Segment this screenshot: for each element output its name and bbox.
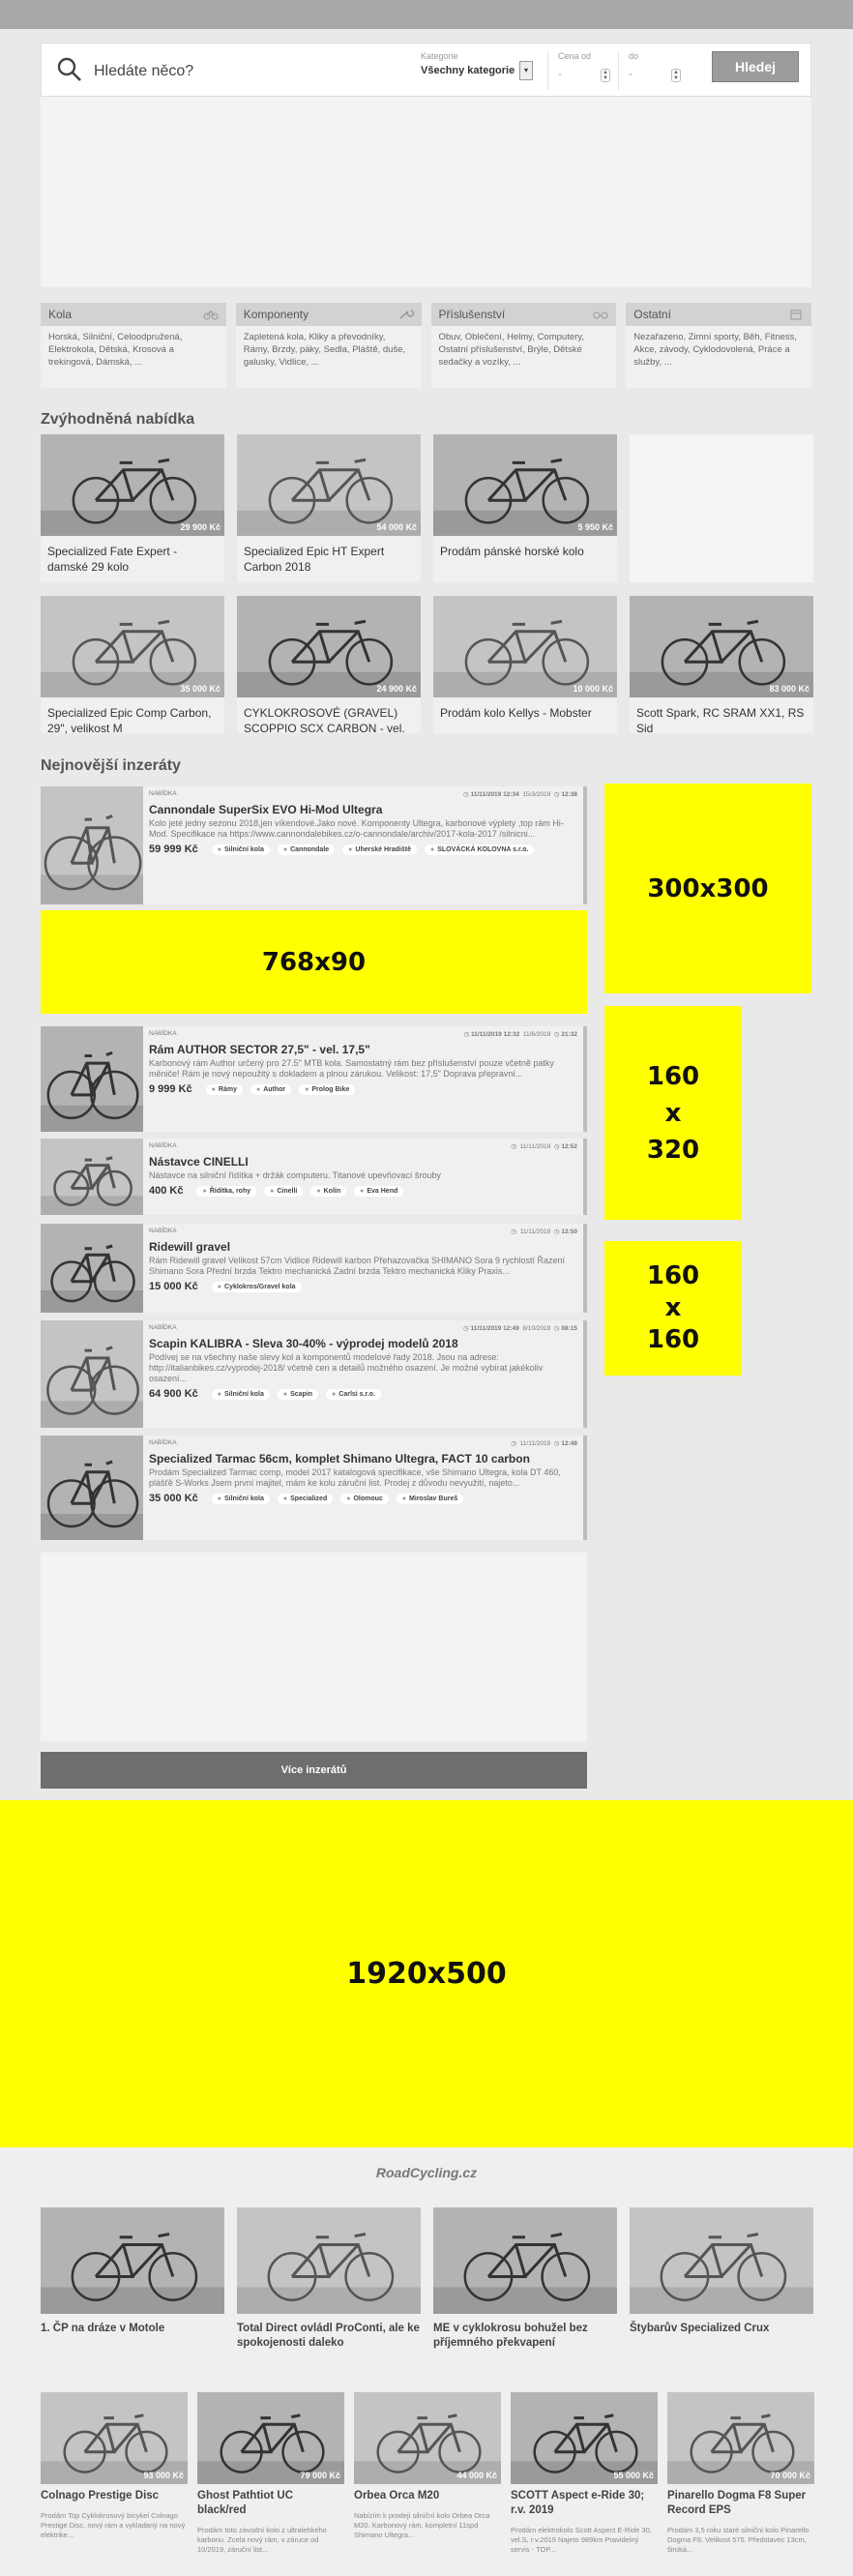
listing-description: Prodám Specialized Tarmac comp, model 2017 katalogová specifikace, vše Shimano Ultegra, kola DT 460, plášťě S-Works Jsem první majitel, mám ke kolu záruční list. Prodej z důvodu nevyužití, najeto... xyxy=(149,1467,561,1488)
bike-photo-icon xyxy=(630,596,813,697)
listing-type: NABÍDKA xyxy=(149,1228,177,1234)
bazaar-bike-card[interactable] xyxy=(197,2392,344,2555)
bike-photo-icon xyxy=(433,596,617,697)
bike-photo[interactable] xyxy=(41,2392,188,2484)
listing-time: 12:48 xyxy=(561,1440,577,1447)
tag-label: SLOVÁCKÁ KOLOVNA s.r.o. xyxy=(437,845,529,853)
tag-label: Author xyxy=(263,1085,286,1093)
article-photo[interactable] xyxy=(237,2207,421,2314)
listing-tag[interactable] xyxy=(196,1186,256,1197)
bike-description: Nabízím k prodeji silniční kolo Orbea Orca M20. Karbonový rám, kompletní 11spd Shimano Ultegra... xyxy=(354,2511,490,2539)
tag-label: Silniční kola xyxy=(224,1390,264,1398)
category-prislusenstvi[interactable] xyxy=(431,303,617,388)
ad-label: 300x300 xyxy=(647,873,769,903)
price-tag: 93 000 Kč xyxy=(143,2471,184,2480)
listing-description: Kolo jeté jedny sezonu 2018,jen víkendové.Jako nové. Komponenty Ultegra, karbonové výplety ,top rám Hi-Mod. Specifikace na https://www.cannondalebikes.cz/o-cannondale/archiv/2017-kola-2017 /silnicni... xyxy=(149,818,564,839)
listing-date-created: 11/11/2019 xyxy=(519,1440,551,1447)
ad-billboard[interactable] xyxy=(0,1800,853,2147)
price-from-value: - xyxy=(558,67,562,80)
bazaar-bike-card[interactable] xyxy=(511,2392,658,2555)
category-boxes xyxy=(41,303,811,388)
tag-label: Scapin xyxy=(290,1390,313,1398)
category-ostatni[interactable] xyxy=(626,303,811,388)
search-bar xyxy=(41,43,811,97)
ad-label: 1920x500 xyxy=(346,1957,507,1991)
bike-description: Prodám elektrokolo Scott Aspect E-Ride 30, vel.S, r.v.2019 Najeto 989km Pravidelný servis - TOP... xyxy=(511,2526,652,2554)
article-card[interactable] xyxy=(630,2207,813,2336)
listing-tag[interactable] xyxy=(425,844,535,855)
listing-description: Karbonový rám Author určený pro 27.5" MTB kola. Samostatný rám bez příslušenství pouze včetně patky měniče! Rám je nový nepoužitý s dokladem a plnou zárukou. Velikost: 17,5" Doprava přepravní... xyxy=(149,1058,554,1079)
clock-icon: ◷ xyxy=(553,791,562,798)
listing-description: Nástavce na silniční řídítka + držák computeru. Titanové upevňovací šrouby xyxy=(149,1170,441,1180)
bike-description: Prodám toto závodní kolo z ultralehkého karbonu. Zcela nový rám, v záruce od 10/2019, záruční list... xyxy=(197,2526,327,2554)
category-items[interactable]: Nezařazeno, Zimní sporty, Běh, Fitness, Akce, závody, Cyklodovolená, Práce a služby, ... xyxy=(633,332,798,368)
ad-label: 160 xyxy=(646,1325,700,1354)
listing-tag[interactable] xyxy=(206,1084,243,1095)
listing-date-updated: 11/11/2019 12:34 xyxy=(470,791,519,798)
listing-time: 12:38 xyxy=(561,791,577,798)
bike-title[interactable]: Ghost Pathtiot UC black/red xyxy=(197,2490,294,2516)
clock-icon: ◷ xyxy=(511,1143,518,1150)
tag-icon: ● xyxy=(282,845,288,853)
top-bar xyxy=(0,0,853,29)
bike-photo-icon xyxy=(630,2207,813,2314)
price-tag: 70 000 Kč xyxy=(770,2471,810,2480)
listing-tag[interactable] xyxy=(212,1282,302,1292)
listing-tag[interactable] xyxy=(354,1186,403,1197)
user-icon: ● xyxy=(429,845,435,853)
featured-card[interactable] xyxy=(41,434,224,582)
bike-photo-icon xyxy=(41,1436,143,1540)
listing-time: 12:50 xyxy=(561,1229,577,1235)
tag-label: Rámy xyxy=(218,1085,237,1093)
bike-photo-icon xyxy=(41,786,143,904)
listing-tag[interactable] xyxy=(326,1389,381,1400)
article-photo[interactable] xyxy=(433,2207,617,2314)
listing-tag[interactable] xyxy=(278,844,335,855)
price-to-label: do xyxy=(629,51,639,61)
listing-price: 59 999 Kč xyxy=(149,844,198,855)
category-value: Všechny kategorie xyxy=(421,65,515,76)
bike-photo-icon xyxy=(41,596,224,697)
listing-thumbnail[interactable] xyxy=(41,1436,143,1540)
clock-icon: ◷ xyxy=(553,1229,562,1235)
category-title[interactable]: Kola xyxy=(48,308,73,321)
price-tag: 35 000 Kč xyxy=(180,684,221,694)
listing-title[interactable]: Specialized Epic Comp Carbon, 29", velikost M xyxy=(47,706,212,735)
article-card[interactable] xyxy=(41,2207,224,2336)
listing-price: 15 000 Kč xyxy=(149,1281,198,1292)
price-to-field[interactable] xyxy=(618,51,705,90)
bike-icon: ● xyxy=(211,1085,216,1093)
listing-photo[interactable] xyxy=(41,596,224,697)
location-icon: ● xyxy=(305,1085,309,1093)
newest-heading: Nejnovější inzeráty xyxy=(41,757,181,774)
price-to-value: - xyxy=(629,67,632,80)
listing-title[interactable]: Specialized Epic HT Expert Carbon 2018 xyxy=(244,545,385,574)
article-title[interactable]: 1. ČP na dráze v Motole xyxy=(41,2323,165,2334)
listing-title[interactable]: Specialized Tarmac 56cm, komplet Shimano Ultegra, FACT 10 carbon xyxy=(149,1452,530,1466)
search-icon[interactable] xyxy=(55,55,84,84)
bike-photo[interactable] xyxy=(511,2392,658,2484)
bike-title[interactable]: Colnago Prestige Disc xyxy=(41,2490,160,2502)
bike-photo-icon xyxy=(41,434,224,536)
bike-icon: ● xyxy=(217,1390,221,1398)
listing-tag[interactable] xyxy=(250,1084,291,1095)
listing-thumbnail[interactable] xyxy=(41,1224,143,1313)
listing-date-created: 8/10/2019 xyxy=(522,1325,551,1332)
bazaar-bike-card[interactable] xyxy=(667,2392,814,2555)
listing-time: 08:15 xyxy=(561,1325,577,1332)
listing-date-updated: 11/11/2019 12:32 xyxy=(470,1031,520,1038)
article-card[interactable] xyxy=(237,2207,421,2351)
tag-label: Miroslav Bureš xyxy=(409,1495,458,1502)
category-items[interactable]: Horská, Silniční, Celoodpružená, Elektrokola, Dětská, Krosová a trekingová, Dámská, ... xyxy=(48,332,183,368)
box-icon xyxy=(788,309,804,320)
clock-icon: ◷ xyxy=(511,1440,518,1447)
listing-photo[interactable] xyxy=(237,434,421,536)
listing-date-updated: 11/11/2019 12:49 xyxy=(470,1325,519,1332)
listing-tag[interactable] xyxy=(340,1494,389,1504)
listing-tag[interactable] xyxy=(342,844,417,855)
listing-row[interactable] xyxy=(41,1320,587,1428)
listing-tag[interactable] xyxy=(212,1389,270,1400)
listing-title[interactable]: Cannondale SuperSix EVO Hi-Mod Ultegra xyxy=(149,803,383,816)
glasses-icon xyxy=(593,309,608,320)
tag-label: Carlsi s.r.o. xyxy=(338,1390,376,1398)
location-icon: ● xyxy=(332,1390,337,1398)
listing-row[interactable] xyxy=(41,1026,587,1132)
ad-skyscraper[interactable] xyxy=(604,1006,742,1220)
bazaar-bike-card[interactable] xyxy=(41,2392,188,2540)
bazaar-bike-card[interactable] xyxy=(354,2392,501,2540)
listing-title[interactable]: Prodám pánské horské kolo xyxy=(440,545,584,558)
featured-card[interactable] xyxy=(41,596,224,733)
ad-label: 160 xyxy=(646,1061,700,1091)
listing-tag[interactable] xyxy=(212,1494,270,1504)
tag-label: Uherské Hradiště xyxy=(355,845,411,853)
bike-icon: ● xyxy=(217,845,221,853)
listing-time: 12:52 xyxy=(561,1143,577,1150)
listing-type: NABÍDKA xyxy=(149,790,177,797)
clock-icon: ◷ xyxy=(553,1440,562,1447)
tag-icon: ● xyxy=(282,1495,288,1502)
bike-photo-icon xyxy=(237,2207,421,2314)
location-icon: ● xyxy=(348,845,353,853)
wrench-icon xyxy=(398,309,414,320)
clock-icon: ◷ xyxy=(511,1229,518,1235)
price-from-stepper-icon[interactable]: ▲ ▼ xyxy=(601,69,610,82)
listing-tag[interactable] xyxy=(299,1084,355,1095)
listing-date-created: 11/11/2019 xyxy=(519,1143,551,1150)
search-input[interactable] xyxy=(94,61,442,82)
tag-label: Silniční kola xyxy=(224,845,264,853)
price-tag: 54 000 Kč xyxy=(376,522,417,532)
tag-icon: ● xyxy=(255,1085,261,1093)
article-title[interactable]: ME v cyklokrosu bohužel bez příjemného překvapení xyxy=(433,2323,588,2349)
article-title[interactable]: Total Direct ovládl ProConti, ale ke spokojenosti daleko xyxy=(237,2323,420,2349)
bike-title[interactable]: Pinarello Dogma F8 Super Record EPS xyxy=(667,2490,807,2516)
search-button[interactable]: Hledej xyxy=(712,51,799,82)
price-from-label: Cena od xyxy=(558,51,592,61)
more-listings-button[interactable]: Více inzerátů xyxy=(41,1752,587,1789)
ad-leaderboard[interactable] xyxy=(41,910,587,1014)
listing-tag[interactable] xyxy=(397,1494,463,1504)
ad-label: 320 xyxy=(646,1135,700,1165)
listing-thumbnail[interactable] xyxy=(41,1320,143,1428)
listing-photo[interactable] xyxy=(433,434,617,536)
bike-photo-icon xyxy=(433,434,617,536)
price-tag: 83 000 Kč xyxy=(769,684,809,694)
listing-title[interactable]: Scapin KALIBRA - Sleva 30-40% - výprodej modelů 2018 xyxy=(149,1337,458,1350)
category-title[interactable]: Komponenty xyxy=(243,308,309,321)
listing-title[interactable]: Scott Spark, RC SRAM XX1, RS Sid xyxy=(636,706,805,735)
bike-photo-icon xyxy=(237,596,421,697)
featured-card[interactable] xyxy=(630,596,813,733)
price-tag: 79 000 Kč xyxy=(300,2471,340,2480)
featured-heading: Zvýhodněná nabídka xyxy=(41,411,195,428)
user-icon: ● xyxy=(401,1495,407,1502)
bike-description: Prodám 3,5 roku staré silniční kolo Pinarello Dogma F8. Velikost 575. Představec 13cm, široká... xyxy=(667,2526,809,2554)
tag-icon: ● xyxy=(282,1390,288,1398)
bike-photo-icon xyxy=(433,2207,617,2314)
tag-label: Cinelli xyxy=(277,1187,298,1195)
listing-date-created: 11/11/2019 xyxy=(519,1229,551,1235)
featured-card[interactable] xyxy=(237,434,421,582)
listing-description: Rám Ridewill gravel Velikost 57cm Vidlice Ridewill karbon Přehazovačka SHIMANO Sora 9 rychlostí Řazení Shimano Sora Přední brzda Tektro mechanická Zadní brzda Tektro mechanická Kliky Praxis... xyxy=(149,1256,566,1276)
listing-tag[interactable] xyxy=(212,844,270,855)
category-items[interactable]: Obuv, Oblečení, Helmy, Computery, Ostatní příslušenství, Brýle, Dětské sedačky a vozíky, ... xyxy=(438,332,584,368)
price-from-field[interactable] xyxy=(547,51,617,90)
listing-type: NABÍDKA xyxy=(149,1030,177,1037)
price-tag: 10 000 Kč xyxy=(573,684,613,694)
category-komponenty[interactable] xyxy=(236,303,422,388)
clock-icon: ◷ xyxy=(553,1143,562,1150)
listing-row[interactable] xyxy=(41,1436,587,1540)
featured-card[interactable] xyxy=(433,434,617,582)
category-dropdown-icon[interactable]: ▾ xyxy=(519,61,533,80)
bike-icon: ● xyxy=(202,1187,207,1195)
listing-photo[interactable] xyxy=(237,596,421,697)
listing-title[interactable]: Prodám kolo Kellys - Mobster xyxy=(440,706,592,720)
listing-row[interactable] xyxy=(41,1139,587,1215)
ad-small-square[interactable] xyxy=(604,1241,742,1376)
bike-title[interactable]: Orbea Orca M20 xyxy=(354,2490,440,2502)
category-items[interactable]: Zapletená kola, Kliky a převodníky, Rámy, Brzdy, páky, Sedla, Pláště, duše, galusky, Vidlice, ... xyxy=(243,332,406,368)
tag-label: Prolog Bike xyxy=(311,1085,350,1093)
tag-icon: ● xyxy=(270,1187,275,1195)
article-photo[interactable] xyxy=(630,2207,813,2314)
listing-tag[interactable] xyxy=(278,1389,318,1400)
top-banner-area xyxy=(41,97,811,287)
listing-price: 64 900 Kč xyxy=(149,1388,198,1400)
listing-title[interactable]: CYKLOKROSOVÉ (GRAVEL) SCOPPIO SCX CARBON - vel. xyxy=(244,706,405,735)
article-card[interactable] xyxy=(433,2207,617,2351)
listing-title[interactable]: Nástavce CINELLI xyxy=(149,1155,249,1169)
price-tag: 44 000 Kč xyxy=(456,2471,497,2480)
article-photo[interactable] xyxy=(41,2207,224,2314)
price-tag: 5 950 Kč xyxy=(577,522,613,532)
listing-tag[interactable] xyxy=(264,1186,303,1197)
featured-card[interactable] xyxy=(433,596,617,733)
location-icon: ● xyxy=(316,1187,321,1195)
listing-thumbnail[interactable] xyxy=(41,786,143,904)
listing-thumbnail[interactable] xyxy=(41,1139,143,1215)
bike-photo[interactable] xyxy=(667,2392,814,2484)
ad-label: x xyxy=(664,1098,682,1128)
tag-label: Eva Hend xyxy=(367,1187,398,1195)
bike-photo-icon xyxy=(41,1026,143,1132)
bike-photo-icon xyxy=(41,1224,143,1313)
tag-label: Specialized xyxy=(290,1495,328,1502)
listing-date-created: 11/6/2019 xyxy=(522,1031,551,1038)
listing-description: Podívej se na všechny naše slevy kol a komponentů modelové řady 2018. Jsou na adrese: http://italianbikes.cz/vyprodej-2018/ včetně cen a detailů možného osazení. Je možné vybírat jakékoliv osazení... xyxy=(149,1352,544,1383)
listing-photo[interactable] xyxy=(41,434,224,536)
tag-label: Řídítka, rohy xyxy=(209,1187,251,1195)
ad-label: x xyxy=(664,1293,682,1322)
listing-row[interactable] xyxy=(41,1224,587,1313)
featured-empty-slot xyxy=(630,434,813,582)
article-title[interactable]: Štybarův Specialized Crux xyxy=(630,2323,770,2334)
category-kola[interactable] xyxy=(41,303,226,388)
tag-label: Kolín xyxy=(323,1187,341,1195)
bike-photo-icon xyxy=(237,434,421,536)
listing-type: NABÍDKA xyxy=(149,1439,177,1446)
listing-photo[interactable] xyxy=(433,596,617,697)
bike-photo[interactable] xyxy=(197,2392,344,2484)
bike-title[interactable]: SCOTT Aspect e-Ride 30; r.v. 2019 xyxy=(511,2490,645,2516)
listing-price: 35 000 Kč xyxy=(149,1493,198,1504)
listing-date-created: 15/3/2019 xyxy=(522,791,551,798)
listing-type: NABÍDKA xyxy=(149,1324,177,1331)
bike-description: Prodám Top Cyklokrosový bicykel Colnago Prestige Disc, nový rám a vykladaný na nový elektrike... xyxy=(41,2511,186,2539)
ad-label: 160 xyxy=(646,1261,700,1290)
listing-time: 21:32 xyxy=(561,1031,577,1038)
listing-photo[interactable] xyxy=(630,596,813,697)
bike-photo-icon xyxy=(41,1139,143,1215)
listing-title[interactable]: Ridewill gravel xyxy=(149,1240,231,1254)
content-placeholder xyxy=(41,1553,587,1741)
category-title[interactable]: Příslušenství xyxy=(438,308,506,321)
clock-icon: ◷ xyxy=(463,1031,471,1038)
clock-icon: ◷ xyxy=(553,1031,562,1038)
tag-label: Cannondale xyxy=(290,845,330,853)
clock-icon: ◷ xyxy=(462,1325,471,1332)
featured-card[interactable] xyxy=(237,596,421,733)
listing-price: 9 999 Kč xyxy=(149,1083,192,1095)
category-label: Kategorie xyxy=(421,51,458,61)
bike-icon: ● xyxy=(217,1283,221,1290)
bike-icon xyxy=(203,309,219,320)
roadcycling-logo[interactable]: RoadCycling.cz xyxy=(375,2165,478,2180)
listing-price: 400 Kč xyxy=(149,1185,184,1197)
ad-square[interactable] xyxy=(604,784,811,993)
clock-icon: ◷ xyxy=(553,1325,562,1332)
listing-row[interactable] xyxy=(41,786,587,904)
bike-icon: ● xyxy=(217,1495,221,1502)
category-select[interactable] xyxy=(421,51,515,76)
ad-label: 768x90 xyxy=(261,947,367,977)
price-tag: 29 900 Kč xyxy=(180,522,221,532)
tag-label: Cyklokros/Gravel kola xyxy=(224,1283,296,1290)
bike-photo-icon xyxy=(41,1320,143,1428)
category-title[interactable]: Ostatní xyxy=(633,308,671,321)
location-icon: ● xyxy=(346,1495,351,1502)
listing-type: NABÍDKA xyxy=(149,1142,177,1149)
clock-icon: ◷ xyxy=(462,791,471,798)
listing-tag[interactable] xyxy=(278,1494,333,1504)
user-icon: ● xyxy=(360,1187,365,1195)
price-tag: 55 000 Kč xyxy=(613,2471,654,2480)
listing-tag[interactable] xyxy=(310,1186,346,1197)
listing-title[interactable]: Rám AUTHOR SECTOR 27,5" - vel. 17,5" xyxy=(149,1043,370,1056)
price-tag: 24 900 Kč xyxy=(376,684,417,694)
bike-photo[interactable] xyxy=(354,2392,501,2484)
bike-photo-icon xyxy=(41,2207,224,2314)
tag-label: Silniční kola xyxy=(224,1495,264,1502)
price-to-stepper-icon[interactable]: ▲ ▼ xyxy=(671,69,681,82)
listing-title[interactable]: Specialized Fate Expert - damské 29 kolo xyxy=(47,545,178,574)
listing-thumbnail[interactable] xyxy=(41,1026,143,1132)
tag-label: Olomouc xyxy=(353,1495,383,1502)
